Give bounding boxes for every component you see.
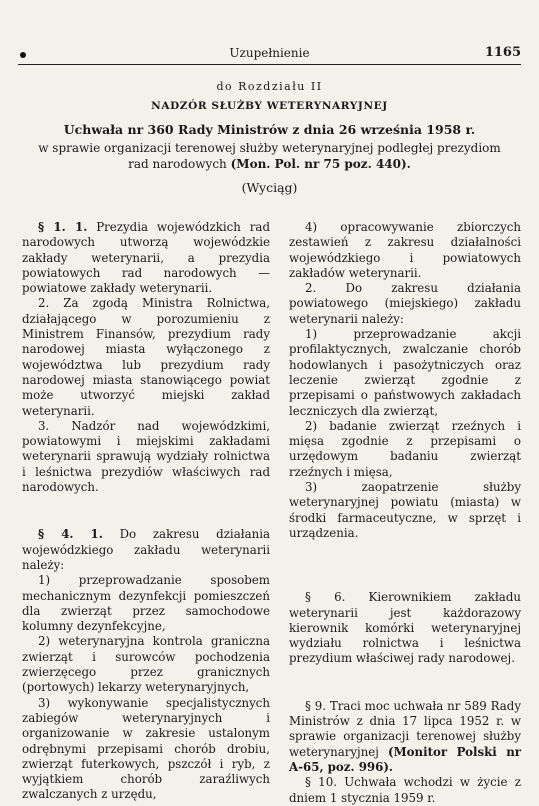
- section-label: § 4. 1.: [38, 527, 103, 542]
- paragraph-s10: § 10. Uchwała wchodzi w życie z dniem 1 stycznia 1959 r.: [289, 775, 521, 805]
- paragraph-s9: [289, 699, 521, 775]
- paragraph-s1-3: 3. Nadzór nad wojewódzkimi, powiatowymi i miejskimi zakładami weterynarii sprawują wydziały rolnictwa i leśnictwa prezydiów właściwych rad narodowych.: [22, 418, 270, 495]
- list-item: 2) badanie zwierząt rzeźnych i mięsa zgodnie z przepisami o urzędowym badaniu zwierząt rzeźnych i mięsa,: [289, 418, 521, 479]
- paragraph-s4-2: 2. Do zakresu działania powiatowego (miejskiego) zakładu weterynarii należy:: [289, 281, 521, 326]
- list-item: 4) opracowywanie zbiorczych zestawień z zakresu działalności wojewódzkiego i powiatowych zakładów weterynarii.: [289, 220, 521, 280]
- list-item: 1) przeprowadzanie akcji profilaktycznych, zwalczanie chorób hodowlanych i pasożytniczych oraz leczenie zwierząt zgodnie z przepisami o państwowych zakładach leczniczych dla zwierząt,: [289, 327, 521, 418]
- citation-source: (Monitor Polski nr A-65, poz. 996).: [289, 744, 522, 774]
- excerpt-label: (Wyciąg): [241, 180, 298, 195]
- list-item: 3) wykonywanie specjalistycznych zabiegów weterynaryjnych i organizowanie w zakresie ustalonym odrębnymi przepisami chorób drobiu, zwierząt futerkowych, pszczół i ryb, z wyjątkiem chorób zaraźliwych zwalczanych z urzędu,: [22, 695, 270, 802]
- document-subtitle: [30, 140, 509, 172]
- paragraph-text: Prezydia wojewódzkich rad narodowych utworzą wojewódzkie zakłady weterynarii, a prezydia powiatowych rad narodowych — powiatowe zakłady weterynarii.: [22, 220, 270, 296]
- section-label: § 1. 1.: [38, 220, 88, 234]
- left-column: [22, 220, 270, 803]
- paragraph-text: Do zakresu działania wojewódzkiego zakładu weterynarii należy:: [22, 527, 271, 572]
- page-number: 1165: [484, 45, 521, 60]
- running-header: [18, 44, 521, 65]
- paragraph-s4-1: [22, 527, 270, 573]
- section-heading: NADZÓR SŁUŻBY WETERYNARYJNEJ: [151, 100, 388, 112]
- list-item: 2) weterynaryjna kontrola graniczna zwierząt i surowców pochodzenia zwierzęcego przez granicznych (portowych) lekarzy weterynaryjnych,: [22, 634, 270, 695]
- subtitle-text: w sprawie organizacji terenowej służby weterynaryjnej podległej prezydiom rad narodowych: [38, 141, 501, 171]
- list-item: 3) zaopatrzenie służby weterynaryjnej powiatu (miasta) w środki farmaceutyczne, w sprzęt i urządzenia.: [289, 480, 521, 540]
- paragraph-s1-2: 2. Za zgodą Ministra Rolnictwa, działającego w porozumieniu z Ministrem Finansów, prezydium rady narodowej miasta wyłączonego z województwa lub prezydium rady narodowej miasta stanowiącego powiat może utworzyć miejski zakład weterynarii.: [22, 296, 270, 418]
- paragraph-s1-1: [22, 220, 270, 296]
- right-column: [289, 220, 521, 806]
- list-item: 1) przeprowadzanie sposobem mechanicznym dezynfekcji pomieszczeń dla zwierząt przez samochodowe kolumny dezynfekcyjne,: [22, 573, 270, 634]
- subtitle-source: (Mon. Pol. nr 75 poz. 440).: [230, 157, 411, 171]
- paragraph-s6: § 6. Kierownikiem zakładu weterynarii jest każdorazowy kierownik komórki weterynaryjnej wydziału rolnictwa i leśnictwa prezydium właściwej rady narodowej.: [289, 590, 521, 666]
- paragraph-text: § 9. Traci moc uchwała nr 589 Rady Ministrów z dnia 17 lipca 1952 r. w sprawie organizacji terenowej służby weterynaryjnej: [289, 698, 521, 759]
- running-title: Uzupełnienie: [229, 46, 310, 60]
- document-title: Uchwała nr 360 Rady Ministrów z dnia 26 września 1958 r.: [63, 122, 476, 137]
- chapter-reference: do Rozdziału II: [216, 80, 323, 93]
